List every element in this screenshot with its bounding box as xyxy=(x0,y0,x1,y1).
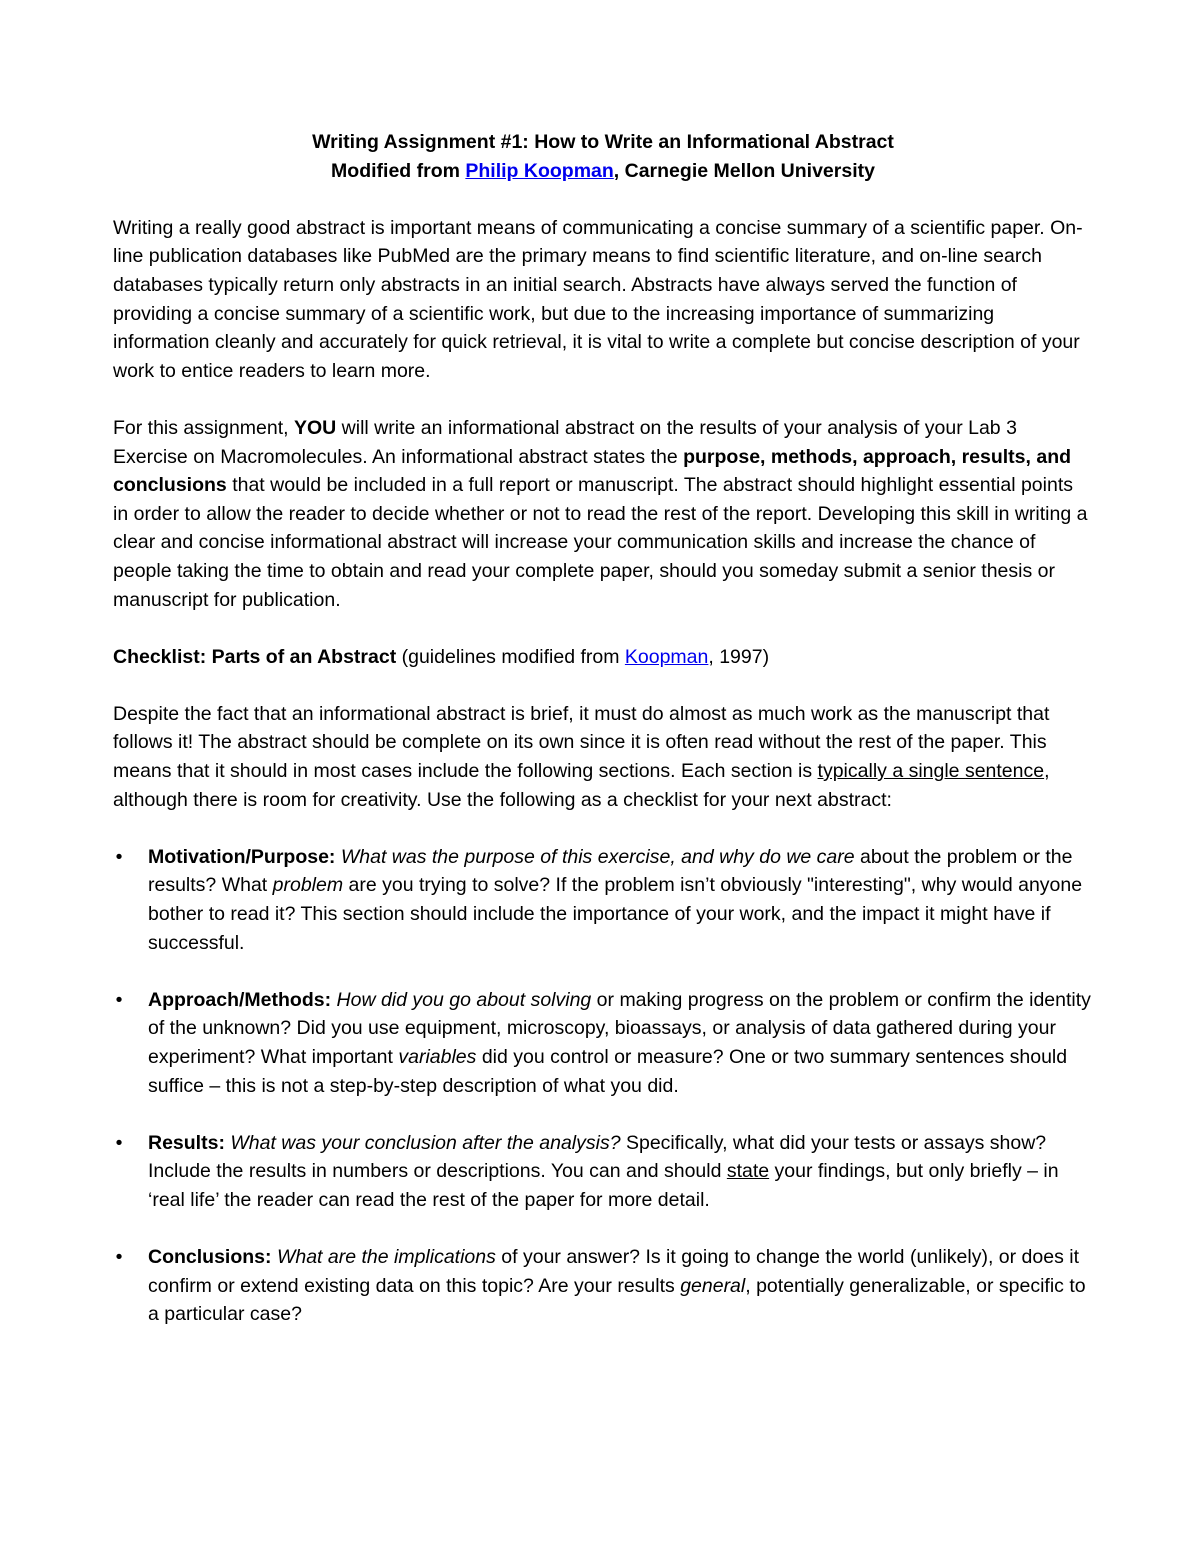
item-text: of your answer? Is it going to change the world (unlikely), or does it confirm or extend existing data on this topic? Are your results xyxy=(148,1246,1080,1297)
item-text: , potentially generalizable, or specific to a particular case? xyxy=(148,1274,1086,1326)
bullet-icon: • xyxy=(115,845,123,868)
item-underlined: state xyxy=(726,1160,770,1183)
checklist-item-motivation xyxy=(113,843,1093,957)
checklist-heading-bold: Checklist: Parts of an Abstract xyxy=(113,645,397,668)
assignment-you: YOU xyxy=(293,416,337,439)
despite-underlined: typically a single sentence xyxy=(817,760,1045,783)
document-header xyxy=(113,128,1093,185)
item-label: Conclusions: xyxy=(148,1246,272,1269)
item-italic: What was your conclusion after the analysis? xyxy=(230,1131,621,1154)
item-label: Results: xyxy=(148,1131,225,1154)
subtitle-prefix: Modified from xyxy=(331,159,466,182)
assignment-text-1: For this assignment, xyxy=(113,416,294,439)
assignment-bold-terms: purpose, methods, approach, results, and conclusions xyxy=(113,445,1072,497)
checklist-heading-prefix: (guidelines modified from xyxy=(396,645,625,668)
assignment-text-2: will write an informational abstract on the results of your analysis of your Lab 3 Exercise on Macromolecules. An informational abstract states the xyxy=(113,416,1017,468)
abstract-checklist xyxy=(113,843,1093,1329)
item-italic: general xyxy=(680,1274,746,1297)
item-text: about the problem or the results? What xyxy=(148,845,1073,897)
item-italic: What are the implications xyxy=(276,1246,496,1269)
item-label: Motivation/Purpose: xyxy=(148,845,336,868)
subtitle-suffix: , Carnegie Mellon University xyxy=(613,159,875,182)
checklist-item-approach xyxy=(113,986,1093,1100)
item-italic: What was the purpose of this exercise, and why do we care xyxy=(340,845,855,868)
item-text: did you control or measure? One or two summary sentences should suffice – this is not a step-by-step description of what you did. xyxy=(148,1046,1068,1097)
item-text: your findings, but only briefly – in ‘real life’ the reader can read the rest of the paper for more detail. xyxy=(148,1160,1059,1211)
document-page xyxy=(113,128,1093,1358)
despite-paragraph xyxy=(113,700,1093,814)
item-text: or making progress on the problem or confirm the identity of the unknown? Did you use equipment, microscopy, bioassays, or analysis of data gathered during your experiment? What important xyxy=(148,988,1091,1068)
document-title: Writing Assignment #1: How to Write an Informational Abstract xyxy=(312,131,894,153)
koopman-reference-link[interactable]: Koopman xyxy=(624,645,709,668)
checklist-item-results xyxy=(113,1129,1093,1215)
despite-text-1: Despite the fact that an informational abstract is brief, it must do almost as much work as the manuscript that follows it! The abstract should be complete on its own since it is often read without the rest of the paper. This means that it should in most cases include the following sections. Each section is xyxy=(113,702,1050,783)
assignment-text-3: that would be included in a full report or manuscript. The abstract should highlight essential points in order to allow the reader to decide whether or not to read the rest of the report. Developing this skill in writing a clear and concise informational abstract will increase your communication skills and increase the chance of people taking the time to obtain and read your complete paper, should you someday submit a senior thesis or manuscript for publication. xyxy=(113,474,1088,611)
document-subtitle xyxy=(113,157,1093,186)
intro-paragraph: Writing a really good abstract is important means of communicating a concise summary of a scientific paper. On-line publication databases like PubMed are the primary means to find scientific literature, and on-line search databases typically return only abstracts in an initial search. Abstracts have always served the function of providing a concise summary of a scientific work, but due to the increasing importance of summarizing information cleanly and accurately for quick retrieval, it is vital to write a complete but concise description of your work to entice readers to learn more. xyxy=(113,216,1083,382)
item-italic: variables xyxy=(398,1046,477,1068)
item-italic: problem xyxy=(272,874,344,897)
item-label: Approach/Methods: xyxy=(148,988,332,1011)
checklist-heading xyxy=(113,643,1093,672)
assignment-paragraph xyxy=(113,414,1093,614)
koopman-author-link[interactable]: Philip Koopman xyxy=(465,159,614,182)
checklist-heading-suffix: , 1997) xyxy=(708,645,770,668)
checklist-item-conclusions xyxy=(113,1243,1093,1329)
despite-text-2: , although there is room for creativity. Use the following as a checklist for your next abstract: xyxy=(113,760,1050,811)
bullet-icon: • xyxy=(115,988,123,1011)
bullet-icon: • xyxy=(115,1246,123,1269)
bullet-icon: • xyxy=(115,1131,123,1154)
item-text: Specifically, what did your tests or assays show? Include the results in numbers or descriptions. You can and should xyxy=(148,1131,1047,1183)
item-text: are you trying to solve? If the problem isn’t obviously "interesting", why would anyone bother to read it? This section should include the importance of your work, and the impact it might have if successful. xyxy=(148,874,1083,954)
item-italic: How did you go about solving xyxy=(336,988,592,1011)
